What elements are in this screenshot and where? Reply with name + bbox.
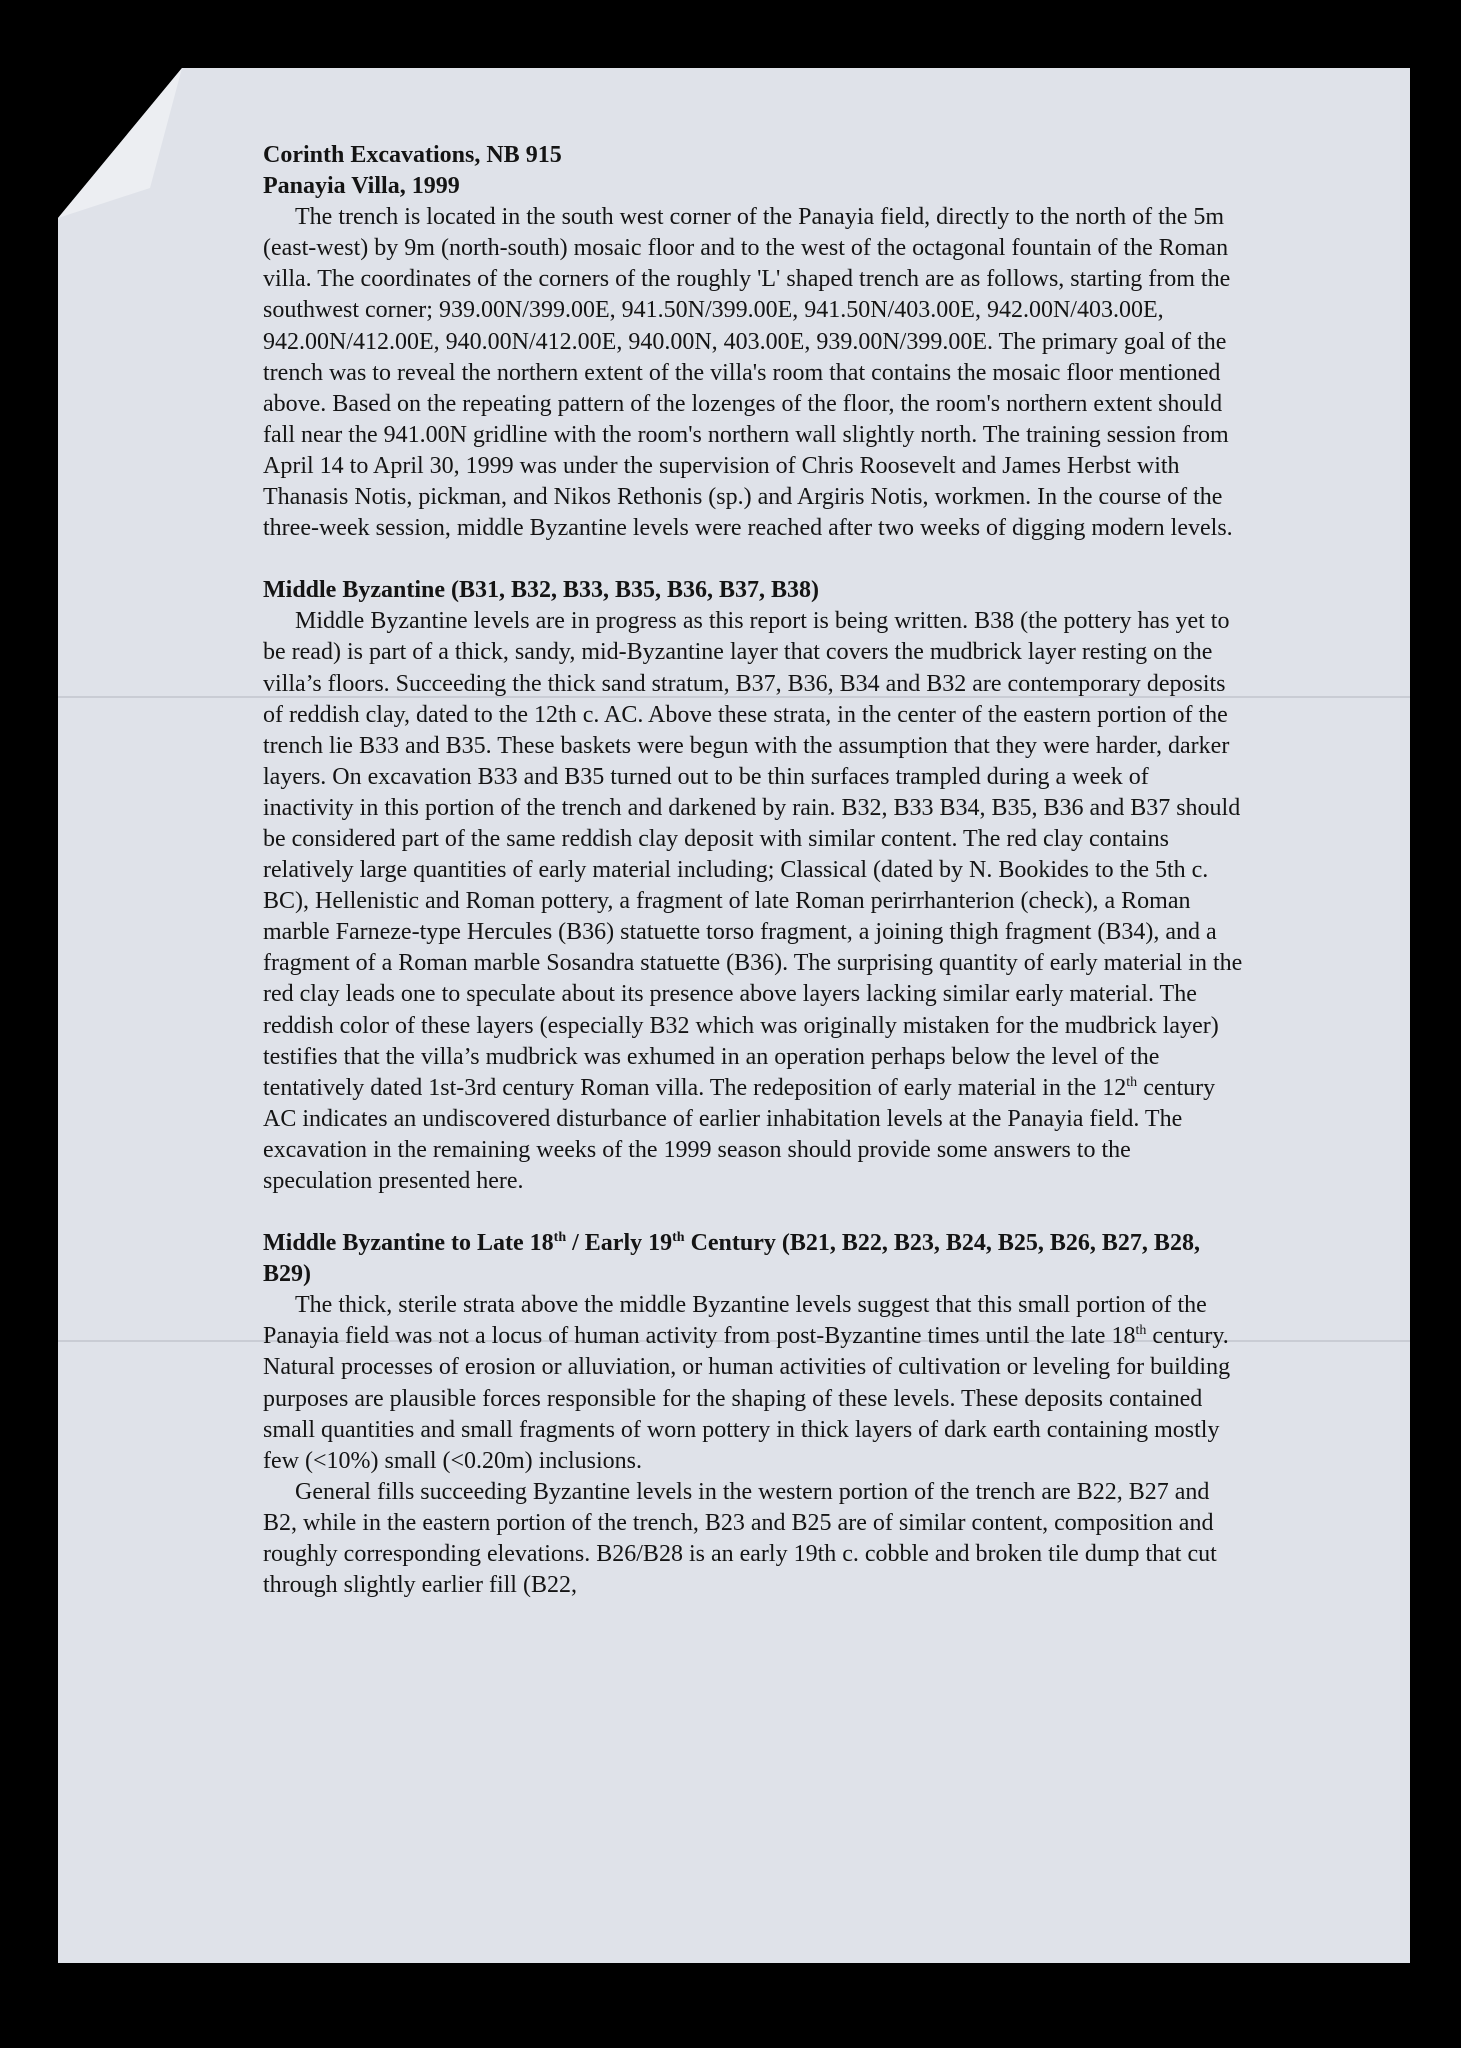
section2-paragraph-2: General fills succeeding Byzantine levels in the western portion of the trench are B22, B27 and B2, while in the eastern portion of the trench, B23 and B25 are of similar content, composition and roughly corresponding elevations. B26/B28 is an early 19th c. cobble and broken tile dump that cut through slightly earlier fill (B22, (263, 1478, 1217, 1599)
section1-heading: Middle Byzantine (B31, B32, B33, B35, B36, B37, B38) (263, 577, 820, 604)
section2-heading: Middle Byzantine to Late 18th / Early 19th Century (B21, B22, B23, B24, B25, B26, B27, B28, B29) (263, 1230, 1200, 1288)
header-subtitle: Panayia Villa, 1999 (263, 173, 460, 200)
section2-paragraph-1: The thick, sterile strata above the middle Byzantine levels suggest that this small portion of the Panayia field was not a locus of human activity from post-Byzantine times until the late 18th century. Natural processes of erosion or alluviation, or human activities of cultivation or leveling for building purposes are plausible forces responsible for the shaping of these levels. These deposits contained small quantities and small fragments of worn pottery in thick layers of dark earth containing mostly few (<10%) small (<0.20m) inclusions. (263, 1292, 1231, 1474)
intro-paragraph: The trench is located in the south west corner of the Panayia field, directly to the north of the 5m (east-west) by 9m (north-south) mosaic floor and to the west of the octagonal fountain of the Roman villa. The coordinates of the corners of the roughly 'L' shaped trench are as follows, starting from the southwest corner; 939.00N/399.00E, 941.50N/399.00E, 941.50N/403.00E, 942.00N/403.00E, 942.00N/412.00E, 940.00N/412.00E, 940.00N, 403.00E, 939.00N/399.00E. The primary goal of the trench was to reveal the northern extent of the villa's room that contains the mosaic floor mentioned above. Based on the repeating pattern of the lozenges of the floor, the room's northern extent should fall near the 941.00N gridline with the room's northern wall slightly north. The training session from April 14 to April 30, 1999 was under the supervision of Chris Roosevelt and James Herbst with Thanasis Notis, pickman, and Nikos Rethonis (sp.) and Argiris Notis, workmen. In the course of the three-week session, middle Byzantine levels were reached after two weeks of digging modern levels. (263, 204, 1233, 542)
section1-paragraph: Middle Byzantine levels are in progress as this report is being written. B38 (the pottery has yet to be read) is part of a thick, sandy, mid-Byzantine layer that covers the mudbrick layer resting on the villa’s floors. Succeeding the thick sand stratum, B37, B36, B34 and B32 are contemporary deposits of reddish clay, dated to the 12th c. AC. Above these strata, in the center of the eastern portion of the trench lie B33 and B35. These baskets were begun with the assumption that they were harder, darker layers. On excavation B33 and B35 turned out to be thin surfaces trampled during a week of inactivity in this portion of the trench and darkened by rain. B32, B33 B34, B35, B36 and B37 should be considered part of the same reddish clay deposit with similar content. The red clay contains relatively large quantities of early material including; Classical (dated by N. Bookides to the 5th c. BC), Hellenistic and Roman pottery, a fragment of late Roman perirrhanterion (check), a Roman marble Farneze-type Hercules (B36) statuette torso fragment, a joining thigh fragment (B34), and a fragment of a Roman marble Sosandra statuette (B36). The surprising quantity of early material in the red clay leads one to speculate about its presence above layers lacking similar early material. The reddish color of these layers (especially B32 which was originally mistaken for the mudbrick layer) testifies that the villa’s mudbrick was exhumed in an operation perhaps below the level of the tentatively dated 1st-3rd century Roman villa. The redeposition of early material in the 12th century AC indicates an undiscovered disturbance of earlier inhabitation levels at the Panayia field. The excavation in the remaining weeks of the 1999 season should provide some answers to the speculation presented here. (263, 608, 1243, 1194)
header-title: Corinth Excavations, NB 915 (263, 142, 562, 168)
document-body (263, 140, 1243, 1601)
